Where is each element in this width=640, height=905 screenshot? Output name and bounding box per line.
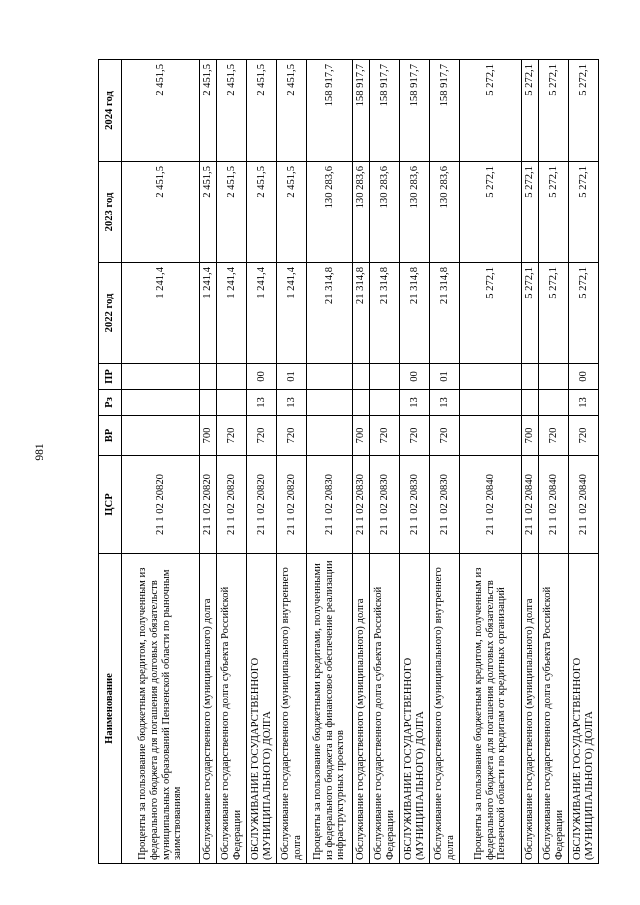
cell-2022: 5 272,1	[569, 263, 599, 364]
cell-name: Обслуживание государственного долга субъекта Российской Федерации	[370, 554, 400, 864]
cell-vr: 720	[430, 416, 460, 456]
cell-2024: 158 917,7	[370, 60, 400, 162]
cell-pr	[307, 364, 353, 390]
cell-csr: 21 1 02 20840	[539, 456, 569, 554]
cell-2022: 5 272,1	[460, 263, 522, 364]
cell-pr: 00	[247, 364, 277, 390]
cell-name: Обслуживание государственного долга субъекта Российской Федерации	[217, 554, 247, 864]
cell-vr: 720	[400, 416, 430, 456]
rotated-table-wrapper	[98, 60, 595, 864]
cell-pr: 01	[277, 364, 307, 390]
table-row	[370, 60, 400, 864]
cell-2023: 2 451,5	[200, 162, 217, 263]
cell-csr: 21 1 02 20830	[307, 456, 353, 554]
cell-2023: 130 283,6	[307, 162, 353, 263]
cell-csr: 21 1 02 20820	[247, 456, 277, 554]
cell-pr	[370, 364, 400, 390]
cell-csr: 21 1 02 20830	[430, 456, 460, 554]
table-row	[247, 60, 277, 864]
cell-csr: 21 1 02 20820	[122, 456, 200, 554]
cell-2024: 158 917,7	[400, 60, 430, 162]
cell-rz: 13	[247, 390, 277, 416]
cell-2022: 1 241,4	[277, 263, 307, 364]
cell-2022: 21 314,8	[370, 263, 400, 364]
table-row	[522, 60, 539, 864]
cell-2022: 21 314,8	[430, 263, 460, 364]
cell-vr: 700	[522, 416, 539, 456]
cell-2023: 130 283,6	[370, 162, 400, 263]
table-row	[277, 60, 307, 864]
cell-rz	[307, 390, 353, 416]
cell-name: Обслуживание государственного (муниципального) долга	[353, 554, 370, 864]
cell-2024: 158 917,7	[430, 60, 460, 162]
cell-csr: 21 1 02 20820	[200, 456, 217, 554]
cell-pr	[539, 364, 569, 390]
cell-2023: 5 272,1	[539, 162, 569, 263]
table-row	[122, 60, 200, 864]
cell-rz	[539, 390, 569, 416]
budget-table	[98, 59, 599, 864]
cell-2024: 158 917,7	[307, 60, 353, 162]
header-2024: 2024 год	[99, 60, 122, 162]
table-row	[217, 60, 247, 864]
cell-name: Проценты за пользование бюджетным кредитом, полученным из федерального бюджета для погашения долговых обязательств муниципальных образований Пензенской области по рыночным заимствованиям	[122, 554, 200, 864]
cell-2023: 130 283,6	[430, 162, 460, 263]
cell-vr	[122, 416, 200, 456]
cell-name: Проценты за пользование бюджетным кредитом, полученным из федерального бюджета для погашения долговых обязательств Пензенской области по кредитам от кредитных организаций	[460, 554, 522, 864]
cell-2022: 5 272,1	[522, 263, 539, 364]
cell-2024: 2 451,5	[277, 60, 307, 162]
cell-2023: 130 283,6	[353, 162, 370, 263]
table-row	[307, 60, 353, 864]
table-row	[430, 60, 460, 864]
cell-vr	[460, 416, 522, 456]
cell-vr: 720	[569, 416, 599, 456]
table-row	[353, 60, 370, 864]
cell-vr: 720	[247, 416, 277, 456]
cell-2024: 2 451,5	[247, 60, 277, 162]
table-body	[122, 60, 599, 864]
cell-name: Обслуживание государственного (муниципального) внутреннего долга	[430, 554, 460, 864]
cell-vr: 720	[370, 416, 400, 456]
cell-2024: 5 272,1	[522, 60, 539, 162]
cell-csr: 21 1 02 20840	[460, 456, 522, 554]
cell-pr	[460, 364, 522, 390]
cell-name: Обслуживание государственного (муниципального) долга	[200, 554, 217, 864]
cell-pr	[353, 364, 370, 390]
cell-2023: 2 451,5	[277, 162, 307, 263]
cell-rz	[353, 390, 370, 416]
cell-csr: 21 1 02 20840	[522, 456, 539, 554]
cell-rz	[217, 390, 247, 416]
cell-rz	[522, 390, 539, 416]
cell-pr	[122, 364, 200, 390]
cell-2023: 130 283,6	[400, 162, 430, 263]
cell-2022: 1 241,4	[200, 263, 217, 364]
cell-name: ОБСЛУЖИВАНИЕ ГОСУДАРСТВЕННОГО (МУНИЦИПАЛЬНОГО) ДОЛГА	[400, 554, 430, 864]
cell-pr	[200, 364, 217, 390]
cell-2024: 2 451,5	[200, 60, 217, 162]
cell-2022: 1 241,4	[122, 263, 200, 364]
cell-csr: 21 1 02 20820	[217, 456, 247, 554]
cell-vr: 700	[200, 416, 217, 456]
header-vr: ВР	[99, 416, 122, 456]
cell-rz: 13	[569, 390, 599, 416]
cell-2022: 1 241,4	[217, 263, 247, 364]
cell-vr: 720	[277, 416, 307, 456]
cell-2022: 5 272,1	[539, 263, 569, 364]
header-csr: ЦСР	[99, 456, 122, 554]
cell-2024: 5 272,1	[460, 60, 522, 162]
header-pr: ПР	[99, 364, 122, 390]
cell-vr: 700	[353, 416, 370, 456]
cell-pr: 00	[400, 364, 430, 390]
cell-rz: 13	[430, 390, 460, 416]
cell-name: ОБСЛУЖИВАНИЕ ГОСУДАРСТВЕННОГО (МУНИЦИПАЛЬНОГО) ДОЛГА	[569, 554, 599, 864]
cell-pr	[522, 364, 539, 390]
header-rz: Рз	[99, 390, 122, 416]
cell-vr: 720	[539, 416, 569, 456]
cell-csr: 21 1 02 20820	[277, 456, 307, 554]
cell-name: Проценты за пользование бюджетными кредитами, полученными из федерального бюджета на финансовое обеспечение реализации инфраструктурных проектов	[307, 554, 353, 864]
cell-name: Обслуживание государственного (муниципального) внутреннего долга	[277, 554, 307, 864]
header-name: Наименование	[99, 554, 122, 864]
cell-2022: 21 314,8	[400, 263, 430, 364]
cell-rz	[460, 390, 522, 416]
cell-csr: 21 1 02 20830	[370, 456, 400, 554]
cell-csr: 21 1 02 20830	[353, 456, 370, 554]
cell-csr: 21 1 02 20830	[400, 456, 430, 554]
cell-2024: 158 917,7	[353, 60, 370, 162]
cell-rz	[200, 390, 217, 416]
cell-2023: 5 272,1	[522, 162, 539, 263]
header-2022: 2022 год	[99, 263, 122, 364]
cell-pr	[217, 364, 247, 390]
cell-2023: 5 272,1	[460, 162, 522, 263]
cell-2022: 21 314,8	[353, 263, 370, 364]
cell-2023: 2 451,5	[247, 162, 277, 263]
cell-rz	[122, 390, 200, 416]
cell-rz: 13	[400, 390, 430, 416]
cell-vr	[307, 416, 353, 456]
cell-2024: 5 272,1	[539, 60, 569, 162]
cell-rz: 13	[277, 390, 307, 416]
cell-2023: 5 272,1	[569, 162, 599, 263]
cell-pr: 00	[569, 364, 599, 390]
cell-2023: 2 451,5	[122, 162, 200, 263]
cell-name: ОБСЛУЖИВАНИЕ ГОСУДАРСТВЕННОГО (МУНИЦИПАЛЬНОГО) ДОЛГА	[247, 554, 277, 864]
cell-2022: 21 314,8	[307, 263, 353, 364]
header-2023: 2023 год	[99, 162, 122, 263]
cell-2024: 2 451,5	[122, 60, 200, 162]
cell-2024: 5 272,1	[569, 60, 599, 162]
cell-name: Обслуживание государственного (муниципального) долга	[522, 554, 539, 864]
table-row	[569, 60, 599, 864]
table-row	[460, 60, 522, 864]
cell-pr: 01	[430, 364, 460, 390]
table-row	[200, 60, 217, 864]
cell-rz	[370, 390, 400, 416]
cell-2024: 2 451,5	[217, 60, 247, 162]
table-header-row	[99, 60, 122, 864]
table-row	[400, 60, 430, 864]
cell-2022: 1 241,4	[247, 263, 277, 364]
cell-name: Обслуживание государственного долга субъекта Российской Федерации	[539, 554, 569, 864]
page-number: 981	[34, 443, 46, 461]
cell-vr: 720	[217, 416, 247, 456]
table-row	[539, 60, 569, 864]
cell-2023: 2 451,5	[217, 162, 247, 263]
cell-csr: 21 1 02 20840	[569, 456, 599, 554]
